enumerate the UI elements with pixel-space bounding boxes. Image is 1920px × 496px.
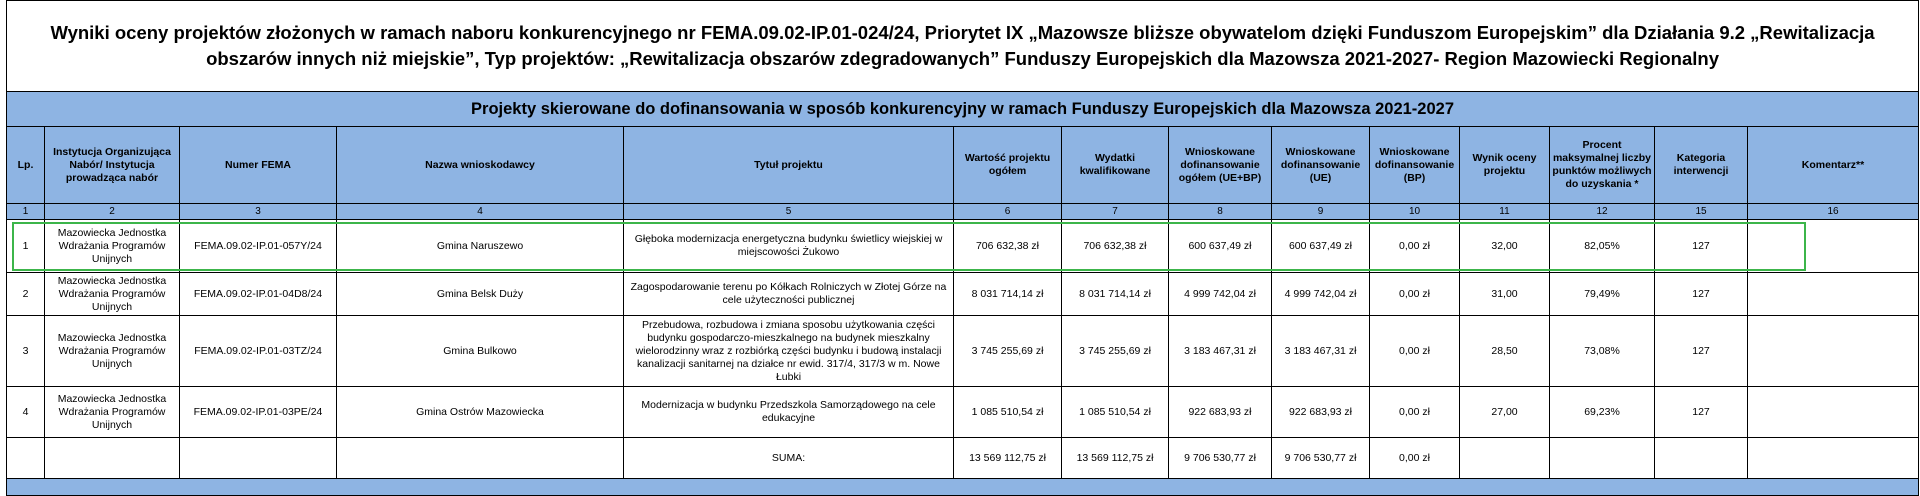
- header-fema-number: Numer FEMA: [180, 127, 337, 204]
- cell-project-title: Przebudowa, rozbudowa i zmiana sposobu użytkowania części budynku gospodarczo-mieszkalnego na budynek mieszkalny wielorodzinny wraz z rozbiórką części budynku i budową instalacji kanalizacji sanitarnej na działce nr ewid. 317/4, 317/3 w m. Nowe Łubki: [624, 316, 954, 387]
- cell-funding-ue: 922 683,93 zł: [1272, 387, 1370, 438]
- cell-funding-ue: 3 183 467,31 zł: [1272, 316, 1370, 387]
- cell-total-value: 8 031 714,14 zł: [954, 273, 1062, 316]
- header-category: Kategoria interwencji: [1655, 127, 1748, 204]
- column-number: 5: [624, 204, 954, 220]
- cell-comment: [1748, 220, 1919, 273]
- cell-funding-bp: 0,00 zł: [1370, 220, 1460, 273]
- column-number: 3: [180, 204, 337, 220]
- cell-score: 27,00: [1460, 387, 1550, 438]
- header-row: [7, 127, 1919, 204]
- cell-institution: Mazowiecka Jednostka Wdrażania Programów Unijnych: [45, 273, 180, 316]
- table-row: [7, 273, 1919, 316]
- summary-label: SUMA:: [624, 438, 954, 479]
- cell-category: 127: [1655, 316, 1748, 387]
- section-title: Projekty skierowane do dofinansowania w sposób konkurencyjny w ramach Funduszy Europejskich dla Mazowsza 2021-2027: [7, 92, 1919, 127]
- column-number: 2: [45, 204, 180, 220]
- cell-comment: [1748, 273, 1919, 316]
- cell-funding-bp: 0,00 zł: [1370, 316, 1460, 387]
- header-funding-total: Wnioskowane dofinansowanie ogółem (UE+BP): [1169, 127, 1272, 204]
- header-project-title: Tytuł projektu: [624, 127, 954, 204]
- summary-empty: [337, 438, 624, 479]
- header-lp: Lp.: [7, 127, 45, 204]
- cell-funding-total: 3 183 467,31 zł: [1169, 316, 1272, 387]
- cell-category: 127: [1655, 273, 1748, 316]
- cell-funding-ue: 4 999 742,04 zł: [1272, 273, 1370, 316]
- cell-institution: Mazowiecka Jednostka Wdrażania Programów Unijnych: [45, 316, 180, 387]
- cell-applicant: Gmina Bulkowo: [337, 316, 624, 387]
- summary-total-value: 13 569 112,75 zł: [954, 438, 1062, 479]
- column-number: 10: [1370, 204, 1460, 220]
- cell-score: 32,00: [1460, 220, 1550, 273]
- summary-empty: [7, 438, 45, 479]
- footer-band-cell: [7, 479, 1919, 496]
- cell-score: 28,50: [1460, 316, 1550, 387]
- summary-empty: [180, 438, 337, 479]
- column-number: 15: [1655, 204, 1748, 220]
- header-percent: Procent maksymalnej liczby punktów możliwych do uzyskania *: [1550, 127, 1655, 204]
- column-number-row: [7, 204, 1919, 220]
- cell-percent: 82,05%: [1550, 220, 1655, 273]
- summary-funding-bp: 0,00 zł: [1370, 438, 1460, 479]
- section-row: [7, 92, 1919, 127]
- column-number: 8: [1169, 204, 1272, 220]
- column-number: 6: [954, 204, 1062, 220]
- table-row: [7, 387, 1919, 438]
- table-row: [7, 316, 1919, 387]
- summary-empty: [45, 438, 180, 479]
- cell-applicant: Gmina Belsk Duży: [337, 273, 624, 316]
- cell-percent: 79,49%: [1550, 273, 1655, 316]
- results-table: [6, 0, 1919, 496]
- cell-percent: 69,23%: [1550, 387, 1655, 438]
- cell-lp: 3: [7, 316, 45, 387]
- cell-eligible-costs: 706 632,38 zł: [1062, 220, 1169, 273]
- cell-institution: Mazowiecka Jednostka Wdrażania Programów Unijnych: [45, 220, 180, 273]
- summary-funding-ue: 9 706 530,77 zł: [1272, 438, 1370, 479]
- cell-institution: Mazowiecka Jednostka Wdrażania Programów Unijnych: [45, 387, 180, 438]
- header-comment: Komentarz**: [1748, 127, 1919, 204]
- document-title: Wyniki oceny projektów złożonych w ramach naboru konkurencyjnego nr FEMA.09.02-IP.01-024/24, Priorytet IX „Mazowsze bliższe obywatelom dzięki Funduszom Europejskim” dla Działania 9.2 „Rewitalizacja obszarów innych niż miejskie”, Typ projektów: „Rewitalizacja obszarów zdegradowanych” Funduszy Europejskich dla Mazowsza 2021-2027- Region Mazowiecki Regionalny: [7, 1, 1919, 92]
- column-number: 11: [1460, 204, 1550, 220]
- cell-score: 31,00: [1460, 273, 1550, 316]
- summary-empty: [1460, 438, 1550, 479]
- cell-lp: 2: [7, 273, 45, 316]
- table-row: [7, 220, 1919, 273]
- column-number: 7: [1062, 204, 1169, 220]
- cell-lp: 1: [7, 220, 45, 273]
- summary-empty: [1748, 438, 1919, 479]
- summary-empty: [1655, 438, 1748, 479]
- summary-eligible-costs: 13 569 112,75 zł: [1062, 438, 1169, 479]
- header-eligible-costs: Wydatki kwalifikowane: [1062, 127, 1169, 204]
- cell-project-title: Zagospodarowanie terenu po Kółkach Rolniczych w Złotej Górze na cele użyteczności publicznej: [624, 273, 954, 316]
- footer-band: [7, 479, 1919, 496]
- cell-eligible-costs: 1 085 510,54 zł: [1062, 387, 1169, 438]
- cell-funding-total: 922 683,93 zł: [1169, 387, 1272, 438]
- cell-funding-ue: 600 637,49 zł: [1272, 220, 1370, 273]
- header-funding-ue: Wnioskowane dofinansowanie (UE): [1272, 127, 1370, 204]
- cell-project-title: Modernizacja w budynku Przedszkola Samorządowego na cele edukacyjne: [624, 387, 954, 438]
- column-number: 16: [1748, 204, 1919, 220]
- cell-category: 127: [1655, 220, 1748, 273]
- cell-funding-bp: 0,00 zł: [1370, 387, 1460, 438]
- summary-funding-total: 9 706 530,77 zł: [1169, 438, 1272, 479]
- summary-row: [7, 438, 1919, 479]
- cell-funding-bp: 0,00 zł: [1370, 273, 1460, 316]
- cell-eligible-costs: 3 745 255,69 zł: [1062, 316, 1169, 387]
- cell-fema-number: FEMA.09.02-IP.01-03PE/24: [180, 387, 337, 438]
- header-funding-bp: Wnioskowane dofinansowanie (BP): [1370, 127, 1460, 204]
- column-number: 9: [1272, 204, 1370, 220]
- cell-lp: 4: [7, 387, 45, 438]
- cell-total-value: 1 085 510,54 zł: [954, 387, 1062, 438]
- header-institution: Instytucja Organizująca Nabór/ Instytucja prowadząca nabór: [45, 127, 180, 204]
- column-number: 12: [1550, 204, 1655, 220]
- cell-funding-total: 4 999 742,04 zł: [1169, 273, 1272, 316]
- cell-category: 127: [1655, 387, 1748, 438]
- cell-comment: [1748, 387, 1919, 438]
- cell-applicant: Gmina Ostrów Mazowiecka: [337, 387, 624, 438]
- cell-total-value: 3 745 255,69 zł: [954, 316, 1062, 387]
- cell-fema-number: FEMA.09.02-IP.01-03TZ/24: [180, 316, 337, 387]
- cell-eligible-costs: 8 031 714,14 zł: [1062, 273, 1169, 316]
- title-row: [7, 1, 1919, 92]
- header-score: Wynik oceny projektu: [1460, 127, 1550, 204]
- cell-project-title: Głęboka modernizacja energetyczna budynku świetlicy wiejskiej w miejscowości Żukowo: [624, 220, 954, 273]
- cell-comment: [1748, 316, 1919, 387]
- cell-fema-number: FEMA.09.02-IP.01-057Y/24: [180, 220, 337, 273]
- column-number: 4: [337, 204, 624, 220]
- cell-funding-total: 600 637,49 zł: [1169, 220, 1272, 273]
- column-number: 1: [7, 204, 45, 220]
- cell-applicant: Gmina Naruszewo: [337, 220, 624, 273]
- header-applicant: Nazwa wnioskodawcy: [337, 127, 624, 204]
- header-total-value: Wartość projektu ogółem: [954, 127, 1062, 204]
- summary-empty: [1550, 438, 1655, 479]
- cell-fema-number: FEMA.09.02-IP.01-04D8/24: [180, 273, 337, 316]
- cell-percent: 73,08%: [1550, 316, 1655, 387]
- cell-total-value: 706 632,38 zł: [954, 220, 1062, 273]
